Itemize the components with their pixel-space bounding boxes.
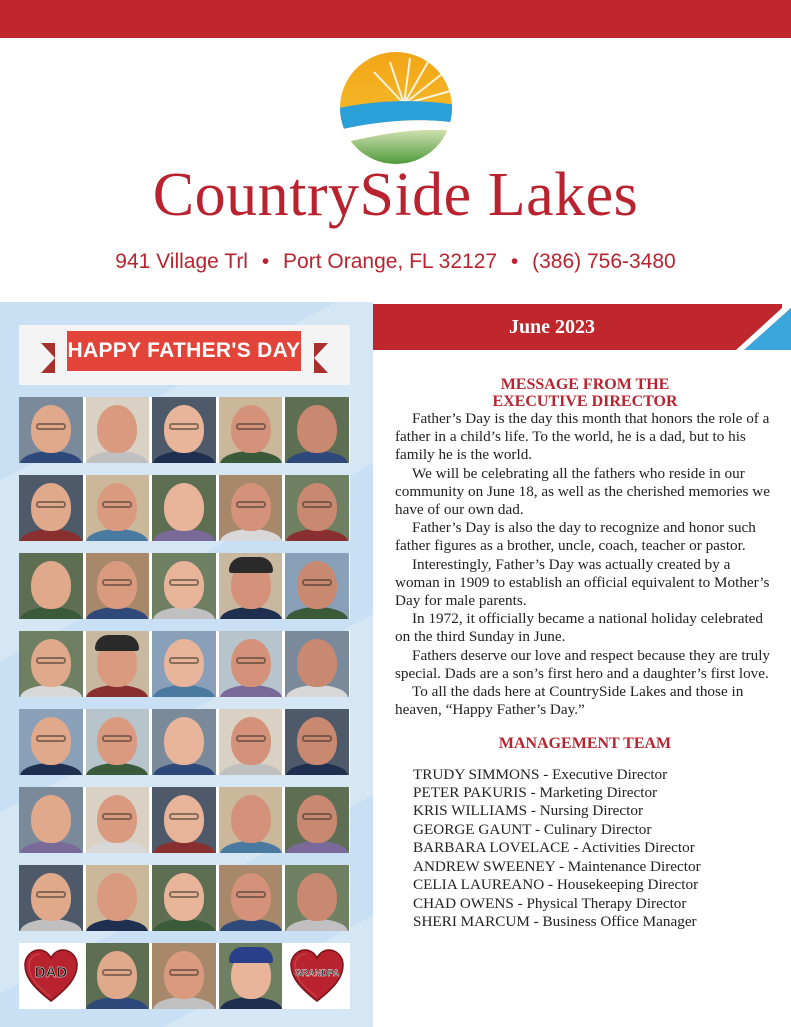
resident-photo [86, 787, 150, 853]
address-city: Port Orange, FL 32127 [283, 250, 498, 273]
grandpa-heart-icon [285, 943, 349, 1009]
management-member: ANDREW SWEENEY - Maintenance Director [413, 857, 701, 875]
resident-photo [219, 475, 283, 541]
address-separator: • [510, 250, 519, 273]
resident-photo [19, 397, 83, 463]
resident-photo [19, 553, 83, 619]
management-member: CELIA LAUREANO - Housekeeping Director [413, 876, 699, 894]
resident-photo [86, 475, 150, 541]
resident-photo [219, 631, 283, 697]
resident-photo [19, 475, 83, 541]
issue-date-bar [373, 304, 791, 350]
resident-photo [152, 397, 216, 463]
resident-photo [152, 553, 216, 619]
resident-photo [285, 631, 349, 697]
resident-photo [219, 397, 283, 463]
resident-photo [152, 787, 216, 853]
resident-photo [152, 631, 216, 697]
resident-photo [219, 709, 283, 775]
address-phone: (386) 756-3480 [532, 250, 676, 273]
resident-photo [86, 631, 150, 697]
message-paragraph: Interestingly, Father’s Day was actually created by a woman in 1909 to establish an official equivalent to Mother’s Day for male parents. [395, 555, 770, 610]
address-street: 941 Village Trl [115, 250, 248, 273]
message-paragraph: Fathers deserve our love and respect because they are truly special. Dads are a son’s first hero and a daughter’s first love. [395, 646, 771, 682]
fathers-photo-grid [19, 397, 350, 1021]
executive-message [395, 376, 775, 931]
resident-photo [219, 787, 283, 853]
issue-date: June 2023 [508, 316, 596, 338]
resident-photo [86, 397, 150, 463]
management-member: KRIS WILLIAMS - Nursing Director [413, 802, 644, 820]
photo-row [19, 709, 350, 775]
resident-photo [285, 787, 349, 853]
photo-row [19, 865, 350, 931]
resident-photo [219, 865, 283, 931]
resident-photo [285, 709, 349, 775]
management-title: MANAGEMENT TEAM [498, 735, 672, 753]
resident-photo [19, 631, 83, 697]
address-separator: • [261, 250, 270, 273]
photo-row [19, 631, 350, 697]
photo-row [19, 397, 350, 463]
photo-row [19, 787, 350, 853]
message-paragraph: Father’s Day is also the day to recognize and honor such father figures as a brother, uncle, coach, teacher or pastor. [395, 519, 756, 555]
dad-heart-icon [19, 943, 83, 1009]
brand-name: CountrySide Lakes [152, 161, 639, 229]
address-line [0, 250, 791, 274]
date-bar-accent [736, 304, 791, 350]
management-member: BARBARA LOVELACE - Activities Director [413, 839, 695, 857]
message-title [395, 376, 775, 410]
photo-row [19, 475, 350, 541]
resident-photo [86, 943, 150, 1009]
resident-photo [19, 865, 83, 931]
message-paragraph: Father’s Day is the day this month that honors the role of a father in a child’s life. To the world, he is a dad, but to his family he is the world. [395, 410, 770, 464]
fathers-day-ribbon: HAPPY FATHER'S DAY [67, 331, 301, 371]
ribbon-tail-left [41, 343, 55, 373]
message-title-line2: EXECUTIVE DIRECTOR [492, 393, 678, 410]
resident-photo [285, 397, 349, 463]
message-paragraph: In 1972, it officially became a national holiday celebrated on the third Sunday in June. [395, 610, 764, 646]
resident-photo [86, 865, 150, 931]
resident-photo [152, 709, 216, 775]
resident-photo [152, 865, 216, 931]
message-title-line1: MESSAGE FROM THE [500, 376, 670, 393]
resident-photo [86, 553, 150, 619]
management-member: PETER PAKURIS - Marketing Director [413, 784, 658, 802]
management-member: SHERI MARCUM - Business Office Manager [413, 912, 697, 930]
heart-label: GRANDPA [294, 968, 340, 978]
management-list [395, 766, 775, 932]
resident-photo [86, 709, 150, 775]
message-paragraph: We will be celebrating all the fathers who reside in our community on June 18, as well as the cherished memories we have of our own dad. [395, 464, 770, 519]
message-paragraph: To all the dads here at CountrySide Lakes and those in heaven, “Happy Father’s Day.” [395, 683, 744, 719]
resident-photo [285, 475, 349, 541]
management-member: TRUDY SIMMONS - Executive Director [413, 765, 668, 783]
resident-photo [19, 709, 83, 775]
resident-photo [19, 787, 83, 853]
resident-photo [285, 865, 349, 931]
management-member: GEORGE GAUNT - Culinary Director [413, 820, 652, 838]
heart-label: DAD [34, 964, 68, 981]
resident-photo [219, 943, 283, 1009]
ribbon-tail-right [314, 343, 328, 373]
top-bar [0, 0, 791, 38]
resident-photo [152, 475, 216, 541]
management-member: CHAD OWENS - Physical Therapy Director [413, 894, 687, 912]
resident-photo [152, 943, 216, 1009]
resident-photo [219, 553, 283, 619]
photo-row [19, 943, 350, 1009]
resident-photo [285, 553, 349, 619]
photo-row [19, 553, 350, 619]
sun-lake-logo-icon [330, 52, 462, 164]
